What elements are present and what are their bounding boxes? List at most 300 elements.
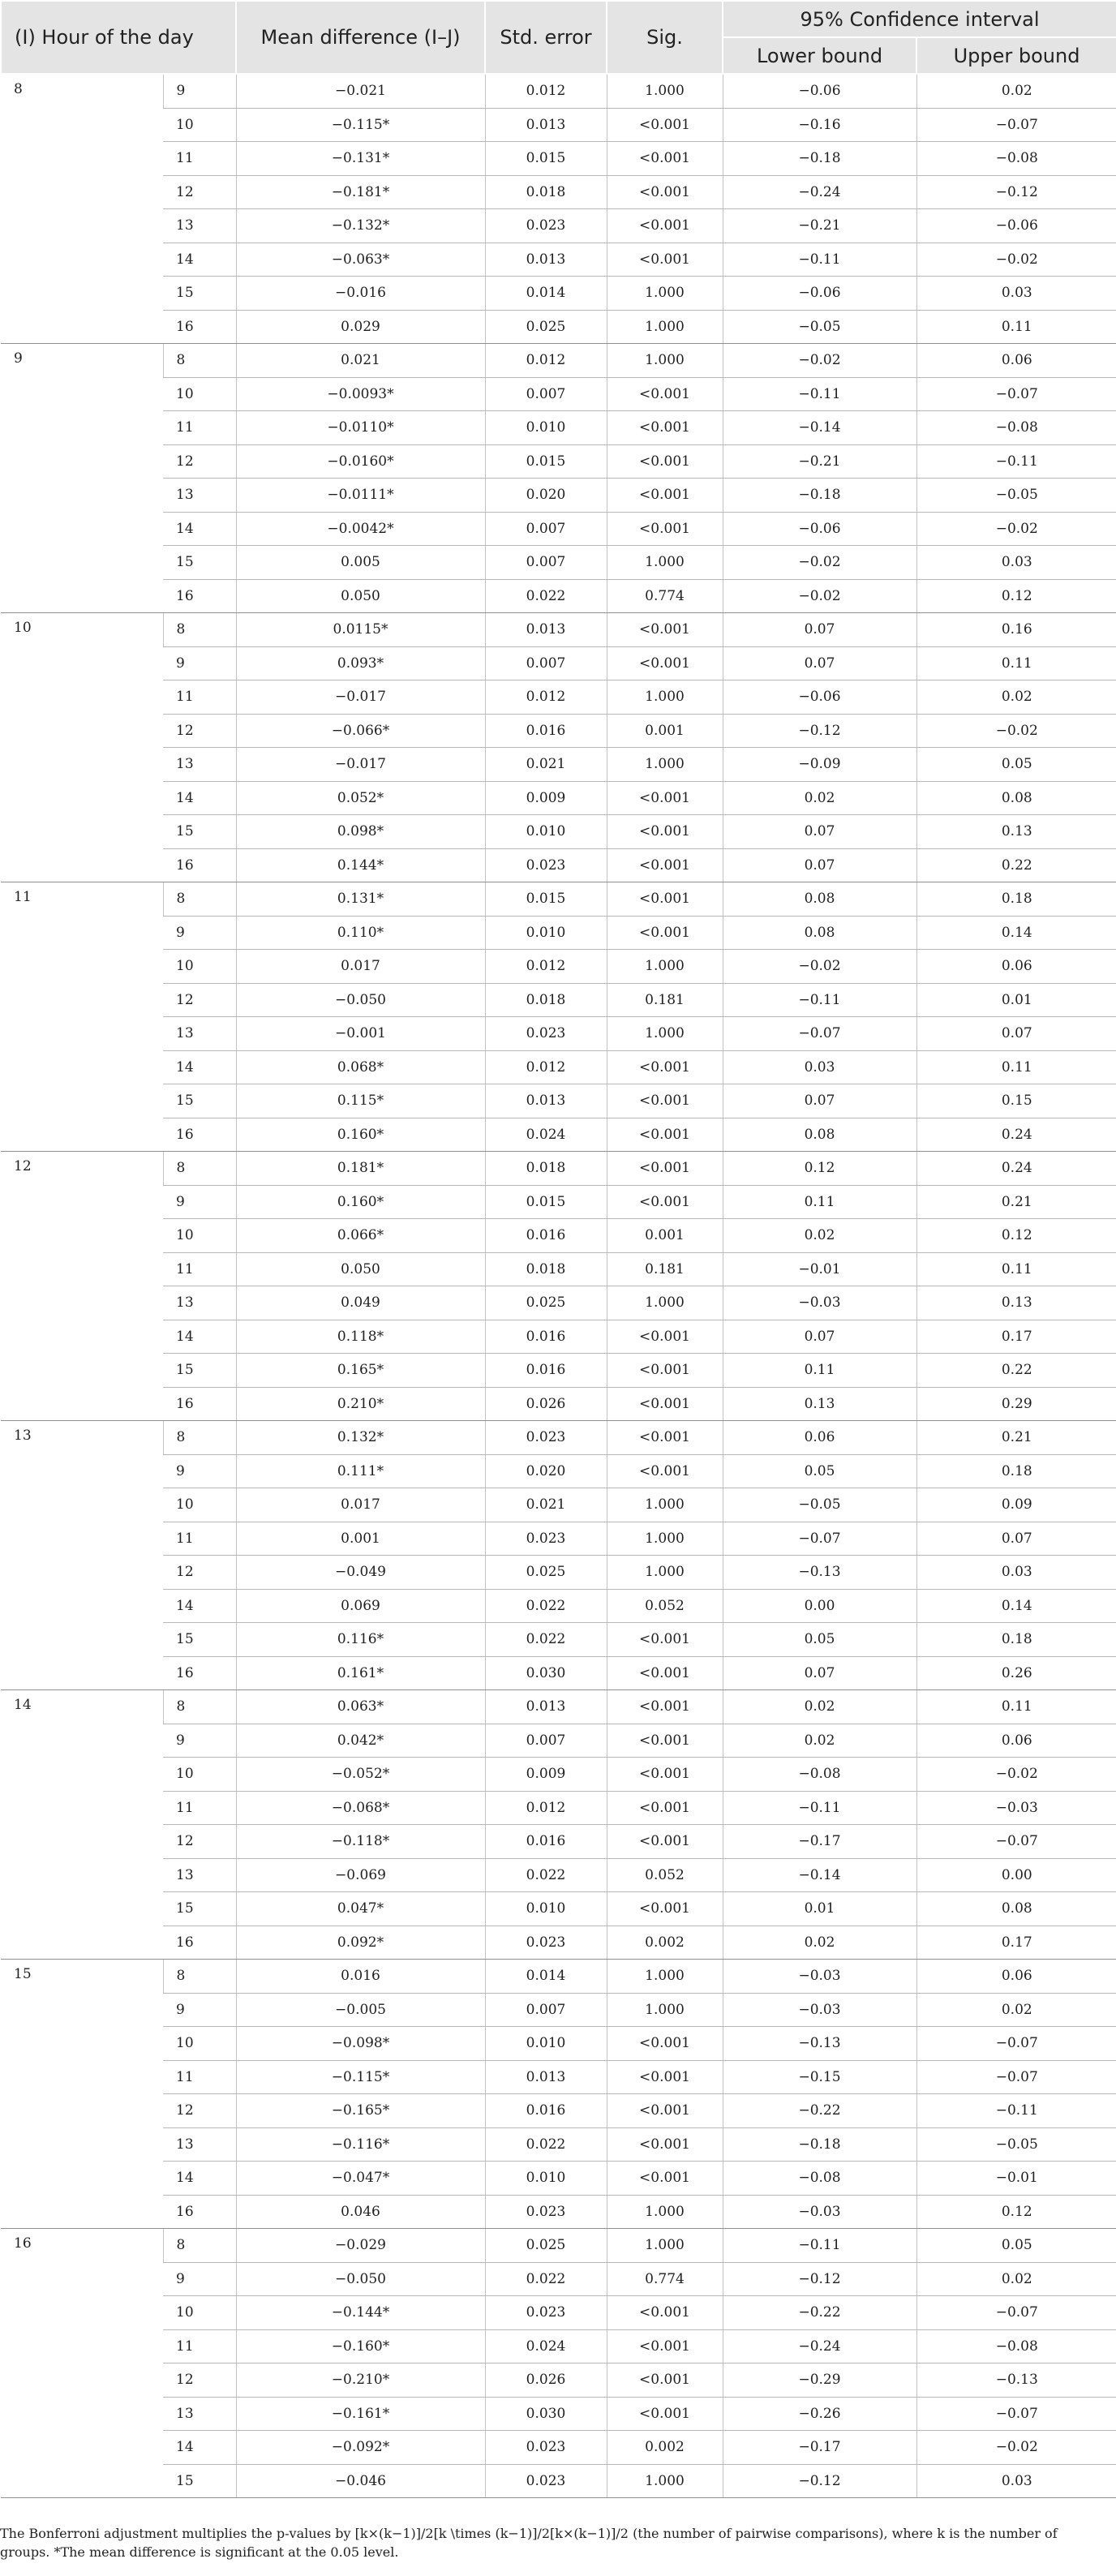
- sig-cell: <0.001: [607, 646, 723, 680]
- lower-bound-cell: 0.06: [723, 1421, 916, 1455]
- mean-difference-cell: −0.092*: [236, 2431, 485, 2465]
- j-hour-cell: 12: [163, 983, 236, 1017]
- mean-difference-cell: 0.069: [236, 1589, 485, 1623]
- std-error-cell: 0.016: [485, 2094, 607, 2128]
- j-hour-cell: 13: [163, 1017, 236, 1051]
- lower-bound-cell: −0.01: [723, 1252, 916, 1286]
- std-error-cell: 0.024: [485, 2329, 607, 2363]
- lower-bound-cell: −0.26: [723, 2397, 916, 2431]
- std-error-cell: 0.010: [485, 1892, 607, 1926]
- table-row: [1, 1387, 1116, 1421]
- std-error-cell: 0.016: [485, 1320, 607, 1354]
- mean-difference-cell: −0.021: [236, 74, 485, 108]
- j-hour-cell: 13: [163, 748, 236, 782]
- table-footnote: The Bonferroni adjustment multiplies the p-values by [k×(k−1)]/2[k \times (k−1)]/2[k×(k−1)]/2 (the number of pairwise comparisons), where k is the number of groups. *The mean difference is significant at the 0.05 level.: [0, 2526, 1058, 2560]
- upper-bound-cell: 0.07: [916, 1017, 1116, 1051]
- sig-cell: 1.000: [607, 546, 723, 580]
- mean-difference-cell: −0.069: [236, 1858, 485, 1892]
- upper-bound-cell: 0.03: [916, 2464, 1116, 2498]
- lower-bound-cell: 0.07: [723, 1656, 916, 1690]
- std-error-cell: 0.023: [485, 2296, 607, 2330]
- std-error-cell: 0.022: [485, 1589, 607, 1623]
- j-hour-cell: 12: [163, 175, 236, 209]
- mean-difference-cell: 0.210*: [236, 1387, 485, 1421]
- upper-bound-cell: 0.02: [916, 680, 1116, 715]
- sig-cell: <0.001: [607, 1825, 723, 1859]
- j-hour-cell: 10: [163, 1488, 236, 1522]
- std-error-cell: 0.021: [485, 1488, 607, 1522]
- std-error-cell: 0.025: [485, 2229, 607, 2263]
- std-error-cell: 0.010: [485, 411, 607, 445]
- mean-difference-cell: −0.181*: [236, 175, 485, 209]
- table-row: [1, 646, 1116, 680]
- table-row: [1, 175, 1116, 209]
- table-row: [1, 1724, 1116, 1758]
- lower-bound-cell: −0.22: [723, 2296, 916, 2330]
- upper-bound-cell: −0.11: [916, 444, 1116, 479]
- mean-difference-cell: −0.161*: [236, 2397, 485, 2431]
- mean-difference-cell: −0.050: [236, 983, 485, 1017]
- std-error-cell: 0.023: [485, 848, 607, 882]
- sig-cell: <0.001: [607, 848, 723, 882]
- j-hour-cell: 16: [163, 579, 236, 613]
- mean-difference-cell: −0.046: [236, 2464, 485, 2498]
- std-error-cell: 0.021: [485, 748, 607, 782]
- std-error-cell: 0.007: [485, 546, 607, 580]
- std-error-cell: 0.013: [485, 2060, 607, 2094]
- sig-cell: 1.000: [607, 1488, 723, 1522]
- sig-cell: 1.000: [607, 1960, 723, 1994]
- j-hour-cell: 15: [163, 2464, 236, 2498]
- upper-bound-cell: 0.17: [916, 1320, 1116, 1354]
- std-error-cell: 0.013: [485, 1084, 607, 1118]
- table-row: [1, 848, 1116, 882]
- sig-cell: 0.774: [607, 579, 723, 613]
- table-row: [1, 411, 1116, 445]
- sig-cell: 1.000: [607, 1017, 723, 1051]
- mean-difference-cell: −0.017: [236, 680, 485, 715]
- sig-cell: <0.001: [607, 1354, 723, 1388]
- std-error-cell: 0.013: [485, 108, 607, 142]
- std-error-cell: 0.012: [485, 680, 607, 715]
- table-row: [1, 1454, 1116, 1488]
- j-hour-cell: 8: [163, 613, 236, 647]
- lower-bound-cell: 0.12: [723, 1152, 916, 1186]
- header-lower-bound: Lower bound: [723, 37, 916, 74]
- table-row: [1, 2162, 1116, 2196]
- upper-bound-cell: −0.07: [916, 1825, 1116, 1859]
- header-hour-of-day: (I) Hour of the day: [1, 1, 236, 74]
- mean-difference-cell: 0.017: [236, 950, 485, 984]
- j-hour-cell: 13: [163, 1858, 236, 1892]
- sig-cell: <0.001: [607, 1185, 723, 1219]
- std-error-cell: 0.012: [485, 1791, 607, 1825]
- lower-bound-cell: −0.02: [723, 344, 916, 378]
- mean-difference-cell: −0.098*: [236, 2027, 485, 2061]
- mean-difference-cell: −0.0160*: [236, 444, 485, 479]
- j-hour-cell: 12: [163, 444, 236, 479]
- header-std-error: Std. error: [485, 1, 607, 74]
- sig-cell: <0.001: [607, 512, 723, 546]
- std-error-cell: 0.016: [485, 1219, 607, 1253]
- std-error-cell: 0.014: [485, 277, 607, 311]
- sig-cell: <0.001: [607, 1656, 723, 1690]
- j-hour-cell: 11: [163, 2060, 236, 2094]
- mean-difference-cell: −0.068*: [236, 1791, 485, 1825]
- std-error-cell: 0.012: [485, 950, 607, 984]
- upper-bound-cell: 0.00: [916, 1858, 1116, 1892]
- sig-cell: <0.001: [607, 243, 723, 277]
- header-confidence-interval: 95% Confidence interval: [723, 1, 1116, 37]
- sig-cell: 1.000: [607, 74, 723, 108]
- j-hour-cell: 14: [163, 1589, 236, 1623]
- table-row: [1, 1017, 1116, 1051]
- mean-difference-cell: 0.160*: [236, 1185, 485, 1219]
- upper-bound-cell: −0.07: [916, 2060, 1116, 2094]
- sig-cell: <0.001: [607, 882, 723, 917]
- mean-difference-cell: −0.131*: [236, 142, 485, 176]
- i-hour-group-cell: 9: [1, 344, 163, 613]
- table-row: [1, 2195, 1116, 2229]
- upper-bound-cell: 0.21: [916, 1185, 1116, 1219]
- mean-difference-cell: 0.050: [236, 1252, 485, 1286]
- j-hour-cell: 16: [163, 1118, 236, 1152]
- table-row: [1, 882, 1116, 917]
- std-error-cell: 0.013: [485, 613, 607, 647]
- table-row: [1, 546, 1116, 580]
- upper-bound-cell: 0.26: [916, 1656, 1116, 1690]
- sig-cell: 1.000: [607, 2229, 723, 2263]
- std-error-cell: 0.013: [485, 1690, 607, 1724]
- lower-bound-cell: −0.11: [723, 377, 916, 411]
- std-error-cell: 0.015: [485, 142, 607, 176]
- mean-difference-cell: 0.017: [236, 1488, 485, 1522]
- std-error-cell: 0.018: [485, 175, 607, 209]
- upper-bound-cell: 0.09: [916, 1488, 1116, 1522]
- upper-bound-cell: −0.07: [916, 2027, 1116, 2061]
- mean-difference-cell: −0.052*: [236, 1758, 485, 1792]
- lower-bound-cell: −0.24: [723, 2329, 916, 2363]
- std-error-cell: 0.030: [485, 2397, 607, 2431]
- i-hour-group-cell: 10: [1, 613, 163, 882]
- sig-cell: <0.001: [607, 1118, 723, 1152]
- mean-difference-cell: −0.115*: [236, 108, 485, 142]
- std-error-cell: 0.025: [485, 310, 607, 344]
- i-hour-group-cell: 12: [1, 1152, 163, 1421]
- lower-bound-cell: −0.12: [723, 714, 916, 748]
- table-row: [1, 2229, 1116, 2263]
- mean-difference-cell: −0.116*: [236, 2127, 485, 2162]
- table-row: [1, 680, 1116, 715]
- header-sig: Sig.: [607, 1, 723, 74]
- sig-cell: <0.001: [607, 815, 723, 849]
- sig-cell: <0.001: [607, 613, 723, 647]
- upper-bound-cell: −0.02: [916, 243, 1116, 277]
- upper-bound-cell: 0.18: [916, 882, 1116, 917]
- lower-bound-cell: −0.11: [723, 1791, 916, 1825]
- j-hour-cell: 9: [163, 1724, 236, 1758]
- lower-bound-cell: −0.16: [723, 108, 916, 142]
- std-error-cell: 0.023: [485, 2431, 607, 2465]
- lower-bound-cell: −0.03: [723, 2195, 916, 2229]
- upper-bound-cell: −0.02: [916, 1758, 1116, 1792]
- mean-difference-cell: 0.049: [236, 1286, 485, 1320]
- table-row: [1, 1522, 1116, 1556]
- table-row: [1, 2296, 1116, 2330]
- upper-bound-cell: −0.07: [916, 2296, 1116, 2330]
- sig-cell: <0.001: [607, 1623, 723, 1657]
- lower-bound-cell: 0.08: [723, 1118, 916, 1152]
- j-hour-cell: 14: [163, 1050, 236, 1084]
- sig-cell: <0.001: [607, 1791, 723, 1825]
- upper-bound-cell: 0.24: [916, 1152, 1116, 1186]
- lower-bound-cell: −0.17: [723, 2431, 916, 2465]
- j-hour-cell: 11: [163, 142, 236, 176]
- upper-bound-cell: −0.02: [916, 2431, 1116, 2465]
- table-row: [1, 983, 1116, 1017]
- lower-bound-cell: 0.07: [723, 848, 916, 882]
- upper-bound-cell: −0.02: [916, 512, 1116, 546]
- std-error-cell: 0.012: [485, 344, 607, 378]
- std-error-cell: 0.013: [485, 243, 607, 277]
- sig-cell: 1.000: [607, 277, 723, 311]
- j-hour-cell: 12: [163, 714, 236, 748]
- mean-difference-cell: 0.016: [236, 1960, 485, 1994]
- table-row: [1, 1623, 1116, 1657]
- lower-bound-cell: 0.05: [723, 1623, 916, 1657]
- mean-difference-cell: −0.0111*: [236, 479, 485, 513]
- j-hour-cell: 8: [163, 2229, 236, 2263]
- j-hour-cell: 14: [163, 243, 236, 277]
- sig-cell: 1.000: [607, 1522, 723, 1556]
- upper-bound-cell: 0.11: [916, 310, 1116, 344]
- upper-bound-cell: 0.22: [916, 1354, 1116, 1388]
- table-row: [1, 815, 1116, 849]
- lower-bound-cell: −0.21: [723, 444, 916, 479]
- lower-bound-cell: 0.03: [723, 1050, 916, 1084]
- table-row: [1, 2329, 1116, 2363]
- table-row: [1, 1286, 1116, 1320]
- upper-bound-cell: 0.07: [916, 1522, 1116, 1556]
- upper-bound-cell: −0.02: [916, 714, 1116, 748]
- sig-cell: 0.002: [607, 2431, 723, 2465]
- mean-difference-cell: 0.0115*: [236, 613, 485, 647]
- table-row: [1, 1084, 1116, 1118]
- std-error-cell: 0.016: [485, 1825, 607, 1859]
- j-hour-cell: 14: [163, 2162, 236, 2196]
- lower-bound-cell: 0.07: [723, 1320, 916, 1354]
- mean-difference-cell: −0.132*: [236, 209, 485, 243]
- std-error-cell: 0.023: [485, 1522, 607, 1556]
- mean-difference-cell: 0.161*: [236, 1656, 485, 1690]
- j-hour-cell: 12: [163, 1556, 236, 1590]
- j-hour-cell: 13: [163, 479, 236, 513]
- lower-bound-cell: −0.02: [723, 579, 916, 613]
- mean-difference-cell: −0.063*: [236, 243, 485, 277]
- lower-bound-cell: −0.13: [723, 2027, 916, 2061]
- upper-bound-cell: 0.18: [916, 1623, 1116, 1657]
- std-error-cell: 0.009: [485, 781, 607, 815]
- upper-bound-cell: 0.05: [916, 748, 1116, 782]
- mean-difference-cell: −0.115*: [236, 2060, 485, 2094]
- table-row: [1, 613, 1116, 647]
- mean-difference-cell: −0.0110*: [236, 411, 485, 445]
- table-row: [1, 1791, 1116, 1825]
- mean-difference-cell: 0.068*: [236, 1050, 485, 1084]
- mean-difference-cell: 0.092*: [236, 1926, 485, 1960]
- table-row: [1, 1219, 1116, 1253]
- sig-cell: <0.001: [607, 2397, 723, 2431]
- upper-bound-cell: 0.16: [916, 613, 1116, 647]
- sig-cell: 1.000: [607, 2195, 723, 2229]
- std-error-cell: 0.016: [485, 1354, 607, 1388]
- std-error-cell: 0.010: [485, 916, 607, 950]
- upper-bound-cell: 0.03: [916, 546, 1116, 580]
- lower-bound-cell: 0.02: [723, 781, 916, 815]
- sig-cell: <0.001: [607, 916, 723, 950]
- std-error-cell: 0.010: [485, 2027, 607, 2061]
- sig-cell: <0.001: [607, 209, 723, 243]
- upper-bound-cell: 0.02: [916, 1993, 1116, 2027]
- j-hour-cell: 16: [163, 1387, 236, 1421]
- header-row-top: [1, 1, 1116, 37]
- table-row: [1, 310, 1116, 344]
- mean-difference-cell: 0.029: [236, 310, 485, 344]
- mean-difference-cell: 0.046: [236, 2195, 485, 2229]
- upper-bound-cell: −0.13: [916, 2363, 1116, 2398]
- table-row: [1, 479, 1116, 513]
- j-hour-cell: 9: [163, 1185, 236, 1219]
- lower-bound-cell: −0.18: [723, 479, 916, 513]
- lower-bound-cell: 0.02: [723, 1724, 916, 1758]
- upper-bound-cell: 0.13: [916, 1286, 1116, 1320]
- lower-bound-cell: −0.18: [723, 142, 916, 176]
- table-row: [1, 2094, 1116, 2128]
- table-row: [1, 2397, 1116, 2431]
- j-hour-cell: 12: [163, 1825, 236, 1859]
- upper-bound-cell: 0.06: [916, 344, 1116, 378]
- i-hour-group-cell: 8: [1, 74, 163, 344]
- lower-bound-cell: −0.11: [723, 983, 916, 1017]
- i-hour-group-cell: 15: [1, 1960, 163, 2229]
- mean-difference-cell: −0.0042*: [236, 512, 485, 546]
- lower-bound-cell: −0.03: [723, 1993, 916, 2027]
- lower-bound-cell: 0.07: [723, 646, 916, 680]
- sig-cell: 1.000: [607, 1993, 723, 2027]
- table-row: [1, 1758, 1116, 1792]
- table-row: [1, 2060, 1116, 2094]
- std-error-cell: 0.015: [485, 882, 607, 917]
- j-hour-cell: 15: [163, 1892, 236, 1926]
- sig-cell: 0.052: [607, 1589, 723, 1623]
- mean-difference-cell: −0.001: [236, 1017, 485, 1051]
- upper-bound-cell: −0.07: [916, 377, 1116, 411]
- j-hour-cell: 9: [163, 1993, 236, 2027]
- upper-bound-cell: 0.11: [916, 1690, 1116, 1724]
- table-row: [1, 1320, 1116, 1354]
- table-row: [1, 344, 1116, 378]
- std-error-cell: 0.020: [485, 479, 607, 513]
- sig-cell: <0.001: [607, 2027, 723, 2061]
- j-hour-cell: 14: [163, 2431, 236, 2465]
- j-hour-cell: 11: [163, 2329, 236, 2363]
- sig-cell: <0.001: [607, 1690, 723, 1724]
- std-error-cell: 0.023: [485, 1421, 607, 1455]
- sig-cell: <0.001: [607, 444, 723, 479]
- lower-bound-cell: −0.07: [723, 1017, 916, 1051]
- sig-cell: <0.001: [607, 175, 723, 209]
- std-error-cell: 0.018: [485, 983, 607, 1017]
- table-row: [1, 512, 1116, 546]
- j-hour-cell: 8: [163, 1152, 236, 1186]
- upper-bound-cell: −0.03: [916, 1791, 1116, 1825]
- j-hour-cell: 10: [163, 2027, 236, 2061]
- sig-cell: <0.001: [607, 2296, 723, 2330]
- j-hour-cell: 15: [163, 546, 236, 580]
- lower-bound-cell: 0.13: [723, 1387, 916, 1421]
- j-hour-cell: 10: [163, 377, 236, 411]
- mean-difference-cell: 0.118*: [236, 1320, 485, 1354]
- lower-bound-cell: 0.07: [723, 1084, 916, 1118]
- lower-bound-cell: −0.08: [723, 1758, 916, 1792]
- table-row: [1, 444, 1116, 479]
- upper-bound-cell: 0.12: [916, 579, 1116, 613]
- upper-bound-cell: 0.13: [916, 815, 1116, 849]
- upper-bound-cell: −0.08: [916, 2329, 1116, 2363]
- mean-difference-cell: 0.005: [236, 546, 485, 580]
- table-header: [1, 1, 1116, 74]
- table-row: [1, 1993, 1116, 2027]
- mean-difference-cell: 0.066*: [236, 1219, 485, 1253]
- lower-bound-cell: −0.11: [723, 243, 916, 277]
- lower-bound-cell: −0.02: [723, 546, 916, 580]
- std-error-cell: 0.018: [485, 1152, 607, 1186]
- upper-bound-cell: −0.05: [916, 2127, 1116, 2162]
- upper-bound-cell: 0.05: [916, 2229, 1116, 2263]
- lower-bound-cell: −0.06: [723, 74, 916, 108]
- header-upper-bound: Upper bound: [916, 37, 1116, 74]
- table-row: [1, 1050, 1116, 1084]
- sig-cell: <0.001: [607, 2329, 723, 2363]
- j-hour-cell: 8: [163, 344, 236, 378]
- sig-cell: <0.001: [607, 2060, 723, 2094]
- upper-bound-cell: 0.22: [916, 848, 1116, 882]
- upper-bound-cell: −0.05: [916, 479, 1116, 513]
- upper-bound-cell: 0.06: [916, 1724, 1116, 1758]
- sig-cell: 0.001: [607, 1219, 723, 1253]
- table-row: [1, 2363, 1116, 2398]
- lower-bound-cell: −0.18: [723, 2127, 916, 2162]
- mean-difference-cell: 0.042*: [236, 1724, 485, 1758]
- sig-cell: <0.001: [607, 479, 723, 513]
- upper-bound-cell: 0.03: [916, 277, 1116, 311]
- table-row: [1, 1556, 1116, 1590]
- mean-difference-cell: −0.050: [236, 2262, 485, 2296]
- mean-difference-cell: −0.144*: [236, 2296, 485, 2330]
- sig-cell: <0.001: [607, 1050, 723, 1084]
- std-error-cell: 0.025: [485, 1556, 607, 1590]
- mean-difference-cell: −0.160*: [236, 2329, 485, 2363]
- j-hour-cell: 15: [163, 1354, 236, 1388]
- lower-bound-cell: −0.05: [723, 310, 916, 344]
- std-error-cell: 0.014: [485, 1960, 607, 1994]
- sig-cell: <0.001: [607, 781, 723, 815]
- table-row: [1, 1892, 1116, 1926]
- i-hour-group-cell: 11: [1, 882, 163, 1152]
- sig-cell: <0.001: [607, 2094, 723, 2128]
- lower-bound-cell: −0.17: [723, 1825, 916, 1859]
- j-hour-cell: 11: [163, 1791, 236, 1825]
